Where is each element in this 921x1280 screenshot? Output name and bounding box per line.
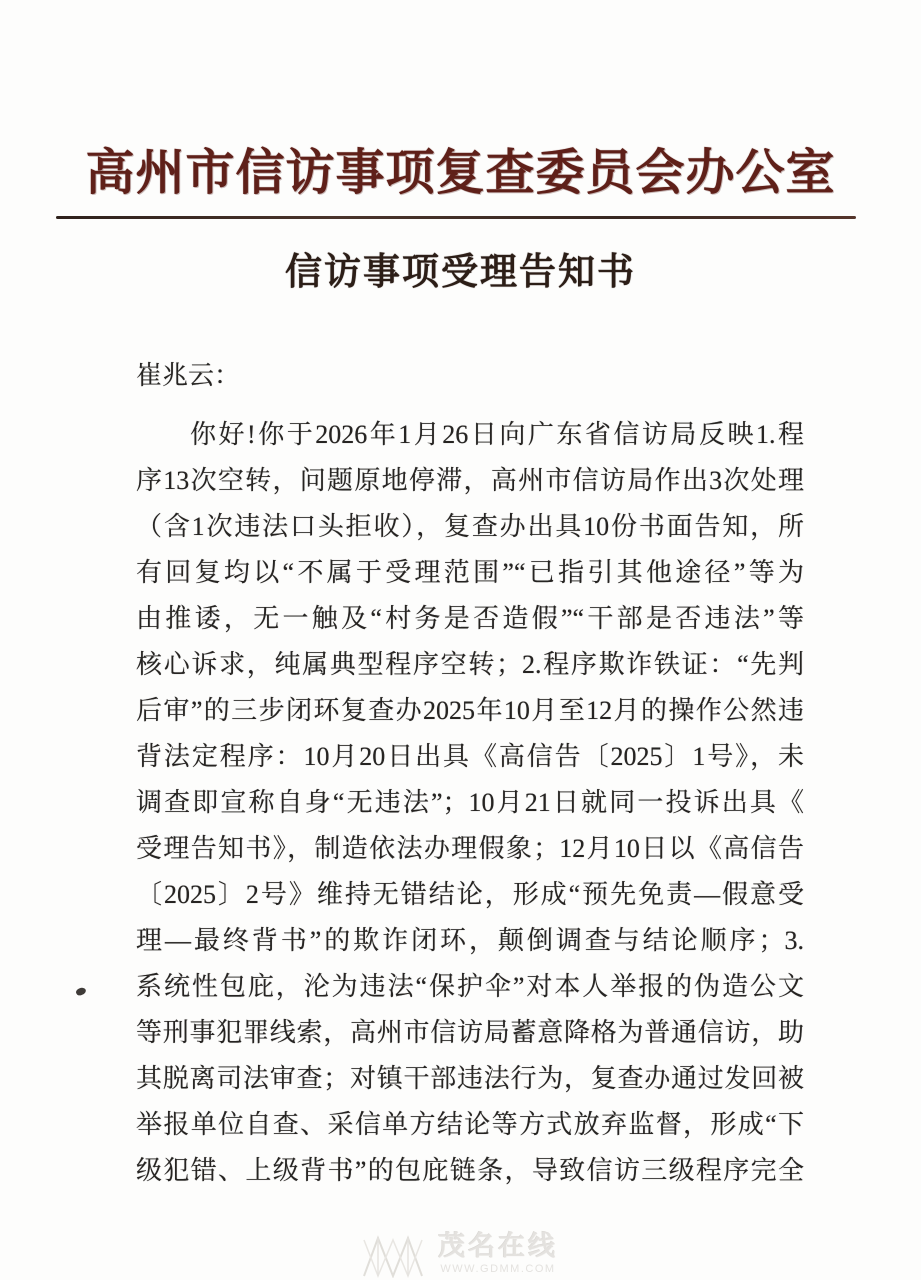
body-line: 由推诿，无一触及“村务是否造假”“干部是否违法”等 xyxy=(136,604,804,633)
ink-dot-mark xyxy=(75,986,87,996)
body-line: 级犯错、上级背书”的包庇链条，导致信访三级程序完全 xyxy=(136,1156,804,1185)
body-line: 有回复均以“不属于受理范围”“已指引其他途径”等为 xyxy=(136,558,804,587)
body-lines xyxy=(136,412,804,1194)
letter-body xyxy=(136,356,804,1194)
watermark-site-url: WWW.GDMM.COM xyxy=(440,1263,556,1275)
body-line: 理—最终背书”的欺诈闭环，颠倒调查与结论顺序；3. xyxy=(136,926,804,955)
body-line: 核心诉求，纯属典型程序空转；2.程序欺诈铁证：“先判 xyxy=(136,650,804,679)
body-line: 受理告知书》，制造依法办理假象；12月10日以《高信告 xyxy=(136,834,804,863)
body-line: 系统性包庇，沦为违法“保护伞”对本人举报的伪造公文 xyxy=(136,972,804,1001)
body-line: 序13次空转，问题原地停滞，高州市信访局作出3次处理 xyxy=(136,466,804,495)
body-line: 后审”的三步闭环复查办2025年10月至12月的操作公然违 xyxy=(136,696,804,725)
body-line: 其脱离司法审查；对镇干部违法行为，复查办通过发回被 xyxy=(136,1064,804,1093)
watermark-logo-icon xyxy=(362,1234,424,1278)
body-line: 你好!你于2026年1月26日向广东省信访局反映1.程 xyxy=(190,420,804,449)
body-line: 〔2025〕2号》维持无错结论，形成“预先免责—假意受 xyxy=(136,880,804,909)
body-line: 等刑事犯罪线索，高州市信访局蓄意降格为普通信访，助 xyxy=(136,1018,804,1047)
watermark xyxy=(362,1232,558,1278)
body-line: 举报单位自查、采信单方结论等方式放弃监督，形成“下 xyxy=(136,1110,804,1139)
watermark-site-name: 茂名在线 xyxy=(438,1231,558,1261)
body-line: （含1次违法口头拒收），复查办出具10份书面告知，所 xyxy=(136,512,804,541)
doc-title: 信访事项受理告知书 xyxy=(285,252,636,293)
org-title: 高州市信访事项复查委员会办公室 xyxy=(85,145,836,200)
body-line: 背法定程序：10月20日出具《高信告〔2025〕1号》，未 xyxy=(136,742,804,771)
body-line: 调查即宣称自身“无违法”；10月21日就同一投诉出具《 xyxy=(136,788,804,817)
salutation: 崔兆云： xyxy=(136,361,241,390)
watermark-text xyxy=(438,1232,558,1276)
title-divider xyxy=(56,216,856,219)
